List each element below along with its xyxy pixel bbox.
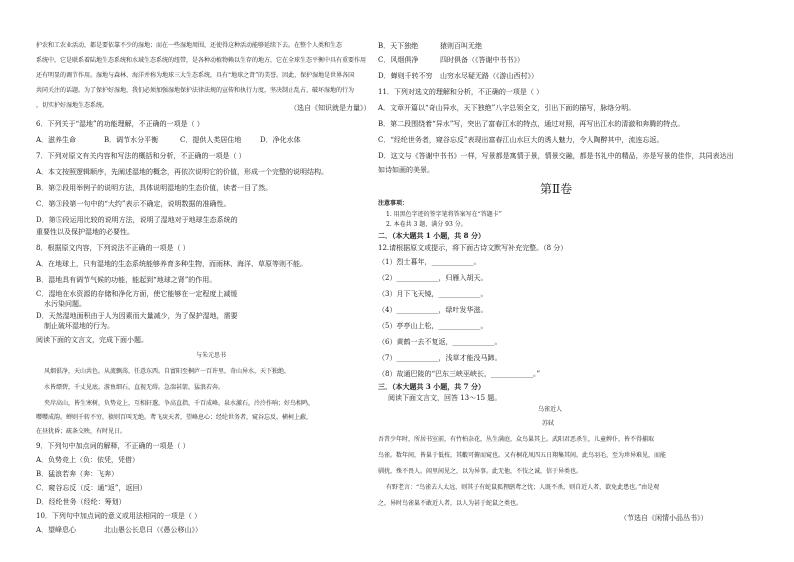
passage-line: 系统中，它是联系着陆地生态系统和水域生态系统的纽带，是各种动植物赖以生存的地方，它在全球生态平衡中具有重要作用 [36, 57, 367, 64]
q10-option-a-compare: 北山愚公长息曰（《愚公移山》） [104, 526, 202, 534]
q8-option-a: A．在地球上，只有湿地的生态系统能够养育多种生物，而雨林、海洋、草原等则不能。 [36, 260, 308, 268]
essay-line: 鸟雀。数年间，皆巢于低枝，其鷇可俯而窥也。又有桐花凤四五日翔集其间。此鸟羽毛，至为珍异难见，而能 [378, 452, 667, 459]
essay-source: （节选自《闲情小品丛书》） [620, 514, 708, 522]
essay-line: 有野老言：“鸟雀去人太远，则其子有蛇鼠狐狸鸱鸢之忧；人既不杀，则自近人者，欲免此患也。”由是观 [386, 484, 660, 491]
poem-title: 与朱元思书 [196, 352, 227, 359]
essay-line: 之，异时鸟雀巢不敢近人者，以人为甚于蛇鼠之类也。 [378, 500, 523, 507]
q10-option-c: C．风烟俱净 [378, 56, 419, 64]
q12-blank-2: （2）____________，归雁入胡天。 [378, 274, 488, 282]
notes-item: 1. 用黑色字迹的签字笔将答案写在“答题卡” [386, 211, 502, 218]
q7-option-b: B．第②段用举例子的说明方法，具体说明湿地的生态价值，读者一目了然。 [36, 184, 273, 192]
q10-option-d: D．蝉则千转不穷 [378, 72, 433, 80]
passage-line: 共同关注的话题。为了保护好湿地，我们必须加强湿地保护法律法规的宣传和执行力度，坚决制止乱占、破坏湿地的行为 [36, 87, 355, 94]
poem-line: 在昼犹昏；疏条交映，有时见日。 [36, 428, 127, 435]
q7-option-d-cont: 重要性以及保护湿地的必要性。 [36, 228, 134, 236]
q12-blank-7: （7）____________，浅草才能没马蹄。 [378, 354, 502, 362]
q8-option-d-cont: 制止破坏湿地的行为。 [44, 322, 114, 330]
q12-blank-3: （3）月下飞天镜，____________。 [378, 290, 488, 298]
q10-option-a: A．望峰息心 [36, 526, 77, 534]
passage-line: ，切实护好湿地生态系统。 [36, 102, 109, 109]
q9-option-b: B．猛浪若奔（奔：飞奔） [36, 470, 119, 478]
q11-option-a: A．文章开篇以“奇山异水，天下独绝”八字总领全文，引出下面的描写，脉络分明。 [378, 104, 636, 112]
q6-option-d: D．净化水体 [260, 136, 301, 144]
q11-option-d: D．这文与《答谢中书书》一样，写景都是寓情于景，情景交融，都是书礼中的精品，亦是写景的佳作，共同表达出 [378, 152, 734, 160]
essay-author: 苏轼 [542, 420, 555, 427]
q12-blank-6: （6）黄鹤一去不复返，____________。 [378, 338, 502, 346]
q12-blank-5: （5）亭亭山上松，____________。 [378, 322, 488, 330]
q10-option-b: B．天下独绝 [378, 42, 419, 50]
q12-blank-4: （4）____________，绿叶发华滋。 [378, 306, 488, 314]
poem-line: 风烟俱净，天山共色。从流飘荡，任意东西。自富阳至桐庐一百许里，奇山异水，天下独绝。 [44, 368, 291, 375]
poem-line: 夹岸高山，皆生寒树，负势竞上，互相轩邈，争高直指，千百成峰。泉水激石，泠泠作响；好鸟相鸣， [44, 400, 315, 407]
q8-option-d: D．天然湿地面积由于人为因素而大量减少，为了保护湿地，需要 [36, 312, 238, 320]
q11-stem: 11．下列对选文的理解和分析，不正确的一项是（ ） [378, 88, 544, 96]
part-heading: 二．（本大题共 1 小题，共 8 分） [378, 231, 485, 240]
q6-option-a: A．滋养生命 [36, 136, 77, 144]
q6-option-c: C．提供人类居住地 [180, 136, 242, 144]
q9-stem: 9．下列句中加点词的解释，不正确的一项是（ ） [36, 442, 190, 450]
essay-line: 吾昔少年时，所居书室前，有竹柏杂花，丛生满庭，众鸟巢其上。武阳君恶杀生，儿童婢仆，皆不得捕取 [378, 436, 655, 443]
q12-blank-1: （1）烈士暮年，____________。 [378, 258, 481, 266]
q11-option-b: B．第二段围绕着“异水”写，突出了富春江水的特点，通过对照，再写出江水的清澈和奔腾的特点。 [378, 120, 685, 128]
q8-option-c-cont: 水污染问题。 [44, 300, 86, 308]
q6-option-b: B．调节水分平衡 [104, 136, 159, 144]
q11-option-c: C．“经纶世务者，窥谷忘反”表现出富春江山水巨大的诱人魅力，令人陶醉其中，流连忘返。 [378, 136, 664, 144]
q7-option-c: C．第③段第一句中的“大约”表示不确定，说明数据的准确性。 [36, 200, 231, 208]
q10-option-d-compare: 山穷水尽疑无路（《游山西村》） [440, 72, 538, 80]
q7-option-d: D．第⑤段运用比较的说明方法，说明了湿地对于地球生态系统的 [36, 216, 238, 224]
q8-option-b: B．湿地具有调节气候的功能，能起到“地球之肾”的作用。 [36, 276, 217, 284]
q9-option-a: A．负势竞上（负：依凭，凭借） [36, 456, 140, 464]
notes-item: 2. 本卷共 3 题，满分 93 分。 [386, 221, 467, 228]
part-heading: 三．（本大题共 3 小题，共 7 分） [378, 382, 485, 391]
q11-option-d-cont: 如诗如画的美景。 [378, 166, 434, 174]
poem-line: 水皆缥碧，千丈见底。游鱼细石，直视无碍。急湍甚箭，猛浪若奔。 [44, 384, 225, 391]
q10-stem: 10．下列句中加点词的意义或用法相同的一项是（ ） [36, 512, 202, 520]
passage-line: 护农和工农业活动，都是要依靠不少的湿地；而在一些湿地周围，还使得这种活动能够延续下去。在整个人类和生态 [36, 42, 343, 49]
q9-option-d: D．经纶世务（经纶：筹划） [36, 498, 126, 506]
essay-line: 驯扰，殊不畏人。闾里间见之，以为异事。此无他，不忮之诚，信于异类也。 [378, 468, 583, 475]
q12-stem: 12.请根据原文或提示，将下面古诗文默写补充完整。（8 分） [378, 244, 568, 252]
notes-heading: 注意事项： [378, 200, 409, 207]
q8-option-c: C．湿地在水资源的存储和净化方面，使它能够在一定程度上减缓 [36, 290, 238, 298]
q7-option-a: A．本文按照逻辑顺序，先阐述湿地的概念，再依次说明它的价值，形成一个完整的说明结构。 [36, 168, 329, 176]
essay-title: 乌雀近人 [538, 406, 563, 413]
q7-stem: 7．下列对原文有关内容和写法的概括和分析，不正确的一项是（ ） [36, 152, 246, 160]
q10-option-c-compare: 四时俱备（《答谢中书书》） [440, 56, 524, 64]
poem-line: 嘤嘤成韵。蝉则千转不穷，猿则百叫无绝。鸢飞戾天者，望峰息心；经纶世务者，窥谷忘反。横柯上蔽， [36, 414, 313, 421]
q10-option-b-compare: 猿则百叫无绝 [440, 42, 482, 50]
q6-stem: 6．下列关于“湿地”的功能理解，不正确的一项是（ ） [36, 120, 204, 128]
q8-stem: 8．根据原文内容，下列说法不正确的一项是（ ） [36, 244, 190, 252]
q12-blank-8: （8）故通巴陵的“巴东三峡巫峡长，____________。” [378, 370, 541, 378]
passage-line: 还有明显的调节作用。湿地与森林、海洋并称为地球三大生态系统，具有“地球之肾”的美誉。因此，保护湿地是世界各国 [36, 72, 355, 79]
section-title: 第Ⅱ卷 [540, 182, 573, 196]
q9-option-c: C．窥谷忘反（反：通“返”，返回） [36, 484, 147, 492]
read-prompt: 阅读下面文言文，回答 13～15 题。 [388, 394, 502, 402]
passage-source: （选自《知识就是力量》） [290, 104, 371, 112]
read-prompt: 阅读下面的文言文，完成下面小题。 [36, 336, 148, 344]
